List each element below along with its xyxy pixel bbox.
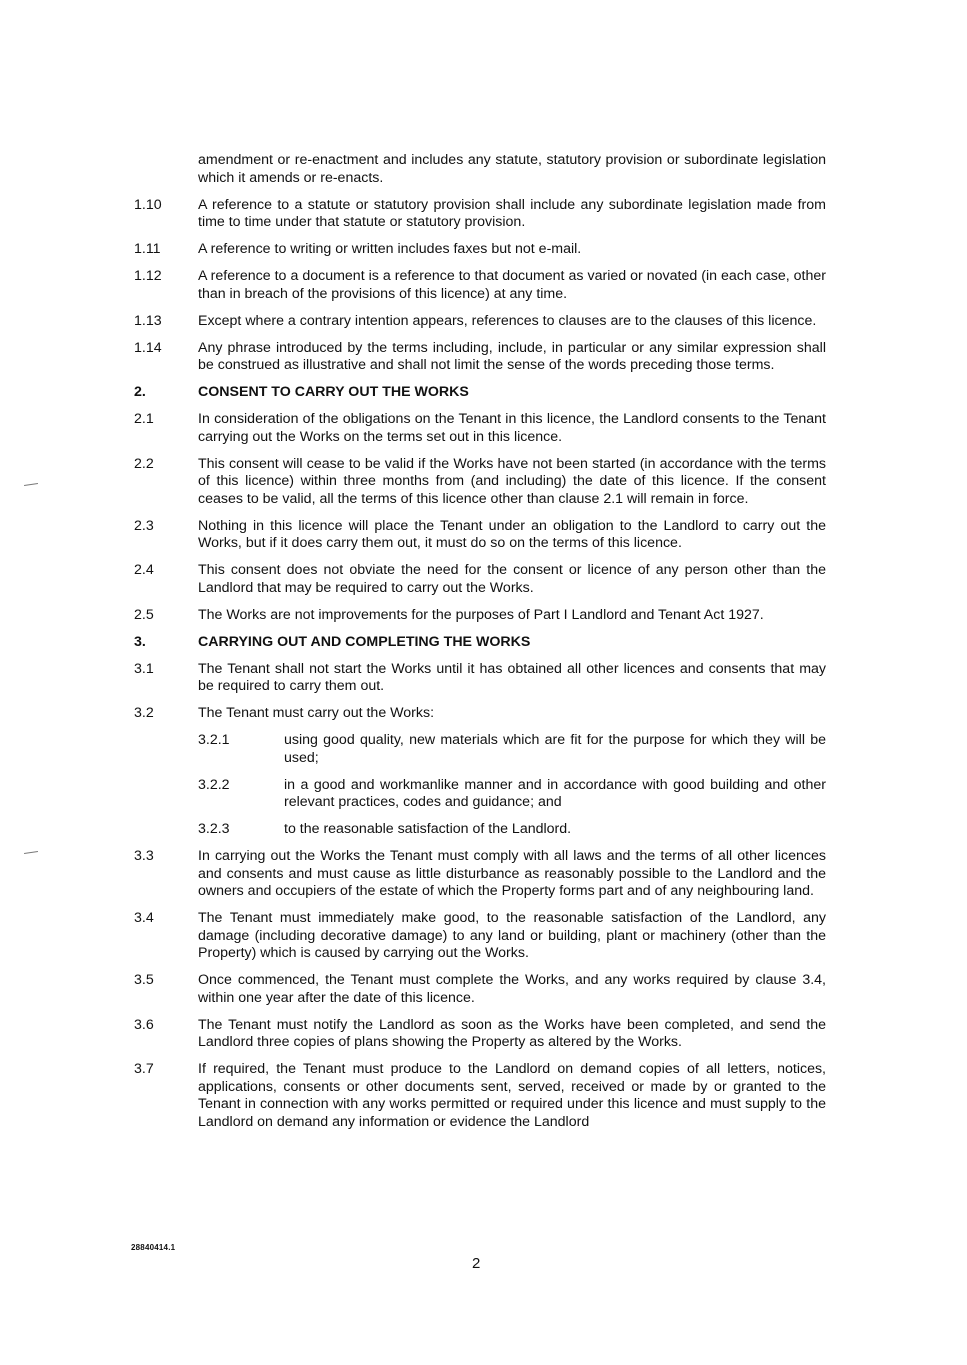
subclause-3-2-3 — [198, 821, 826, 839]
clause-text: A reference to a statute or statutory provision shall include any subordinate legislation made from time to time under that statute or statutory provision. — [198, 196, 826, 230]
page-number: 2 — [472, 1255, 481, 1272]
clause-text: The Tenant shall not start the Works until it has obtained all other licences and consents that may be required to carry them out. — [198, 660, 826, 694]
clause-number: 1.10 — [134, 196, 162, 213]
clause-1-14 — [134, 340, 826, 375]
continuation-text: amendment or re-enactment and includes any statute, statutory provision or subordinate legislation which it amends or re-enacts. — [198, 152, 826, 186]
clause-1-10 — [134, 197, 826, 232]
clause-1-13 — [134, 313, 826, 331]
clause-text: Nothing in this licence will place the Tenant under an obligation to the Landlord to carry out the Works, but if it does carry them out, it must do so on the terms of this licence. — [198, 517, 826, 551]
clause-text: If required, the Tenant must produce to the Landlord on demand copies of all letters, notices, applications, consents or other documents sent, served, received or made by or granted to the Tenant in connection with any works permitted or required under this licence and must supply to the Landlord on demand any information or evidence the Landlord — [198, 1061, 826, 1130]
document-body — [134, 152, 826, 1141]
clause-2-1 — [134, 411, 826, 446]
subclause-text: to the reasonable satisfaction of the Landlord. — [284, 821, 572, 837]
clause-3-2 — [134, 705, 826, 723]
clause-3-6 — [134, 1017, 826, 1052]
subclause-3-2-1 — [198, 732, 826, 767]
clause-number: 2.5 — [134, 606, 154, 623]
clause-number: 1.14 — [134, 339, 162, 356]
subclause-number: 3.2.3 — [198, 821, 230, 837]
clause-number: 2.2 — [134, 455, 154, 472]
clause-3-7 — [134, 1061, 826, 1131]
clause-1-11 — [134, 241, 826, 259]
clause-2-5 — [134, 607, 826, 625]
clause-text: Once commenced, the Tenant must complete the Works, and any works required by clause 3.4, within one year after the date of this licence. — [198, 972, 826, 1006]
clause-number: 3.7 — [134, 1061, 154, 1077]
section-heading-3 — [134, 634, 826, 652]
subclause-number: 3.2.1 — [198, 732, 230, 748]
clause-text: The Works are not improvements for the purposes of Part I Landlord and Tenant Act 1927. — [198, 606, 764, 623]
subclause-3-2-2 — [198, 777, 826, 812]
clause-number: 3.2 — [134, 705, 154, 721]
subclause-text: in a good and workmanlike manner and in accordance with good building and other relevant practices, codes and guidance; and — [284, 776, 826, 810]
scan-mark — [24, 851, 38, 854]
clause-number: 3.6 — [134, 1016, 154, 1033]
document-reference: 28840414.1 — [131, 1243, 176, 1252]
section-number: 3. — [134, 633, 146, 650]
clause-number: 3.3 — [134, 848, 154, 864]
clause-3-3 — [134, 848, 826, 901]
clause-number: 2.3 — [134, 517, 154, 534]
clause-number: 3.1 — [134, 660, 154, 677]
section-number: 2. — [134, 384, 146, 400]
clause-text: Any phrase introduced by the terms including, include, in particular or any similar expression shall be construed as illustrative and shall not limit the sense of the words preceding those terms. — [198, 339, 826, 373]
clause-text: In carrying out the Works the Tenant must comply with all laws and the terms of all other licences and consents and must cause as little disturbance as reasonably possible to the Landlord and the owners and occupiers of the estate of which the Property forms part and of any neighbouring land. — [198, 848, 826, 899]
clause-2-2 — [134, 456, 826, 509]
clause-text: This consent does not obviate the need for the consent or licence of any person other than the Landlord that may be required to carry out the Works. — [198, 562, 826, 596]
clause-3-5 — [134, 972, 826, 1007]
subclause-text: using good quality, new materials which are fit for the purpose for which they will be used; — [284, 732, 826, 766]
clause-number: 1.13 — [134, 312, 162, 329]
section-title: CARRYING OUT AND COMPLETING THE WORKS — [198, 633, 531, 650]
clause-3-4 — [134, 910, 826, 963]
scan-mark — [24, 483, 38, 486]
section-heading-2 — [134, 384, 826, 402]
clause-number: 1.12 — [134, 268, 162, 284]
clause-text: The Tenant must carry out the Works: — [198, 705, 435, 721]
clause-text: A reference to a document is a reference to that document as varied or novated (in each case, other than in breach of the provisions of this licence) at any time. — [198, 268, 826, 302]
clause-number: 2.1 — [134, 411, 154, 427]
clause-2-3 — [134, 518, 826, 553]
clause-number: 1.11 — [134, 241, 161, 257]
clause-number: 3.4 — [134, 910, 154, 926]
section-title: CONSENT TO CARRY OUT THE WORKS — [198, 384, 469, 400]
clause-3-1 — [134, 661, 826, 696]
clause-2-4 — [134, 562, 826, 597]
clause-number: 3.5 — [134, 972, 154, 988]
clause-1-12 — [134, 268, 826, 303]
clause-number: 2.4 — [134, 562, 154, 578]
clause-text: This consent will cease to be valid if the Works have not been started (in accordance with the terms of this licence) within three months from (and including) the date of this licence. If the consent ceases to be valid, all the terms of this licence other than clause 2.1 will remain in force. — [198, 455, 826, 507]
clause-text: Except where a contrary intention appears, references to clauses are to the clauses of this licence. — [198, 312, 817, 329]
clause-text: The Tenant must immediately make good, to the reasonable satisfaction of the Landlord, any damage (including decorative damage) to any land or building, plant or machinery (other than the Property) which is caused by carrying out the Works. — [198, 910, 826, 961]
subclause-number: 3.2.2 — [198, 776, 230, 793]
clause-text: In consideration of the obligations on the Tenant in this licence, the Landlord consents to the Tenant carrying out the Works on the terms set out in this licence. — [198, 411, 826, 445]
clause-text: The Tenant must notify the Landlord as soon as the Works have been completed, and send the Landlord three copies of plans showing the Property as altered by the Works. — [198, 1016, 826, 1050]
clause-text: A reference to writing or written includes faxes but not e-mail. — [198, 241, 582, 257]
